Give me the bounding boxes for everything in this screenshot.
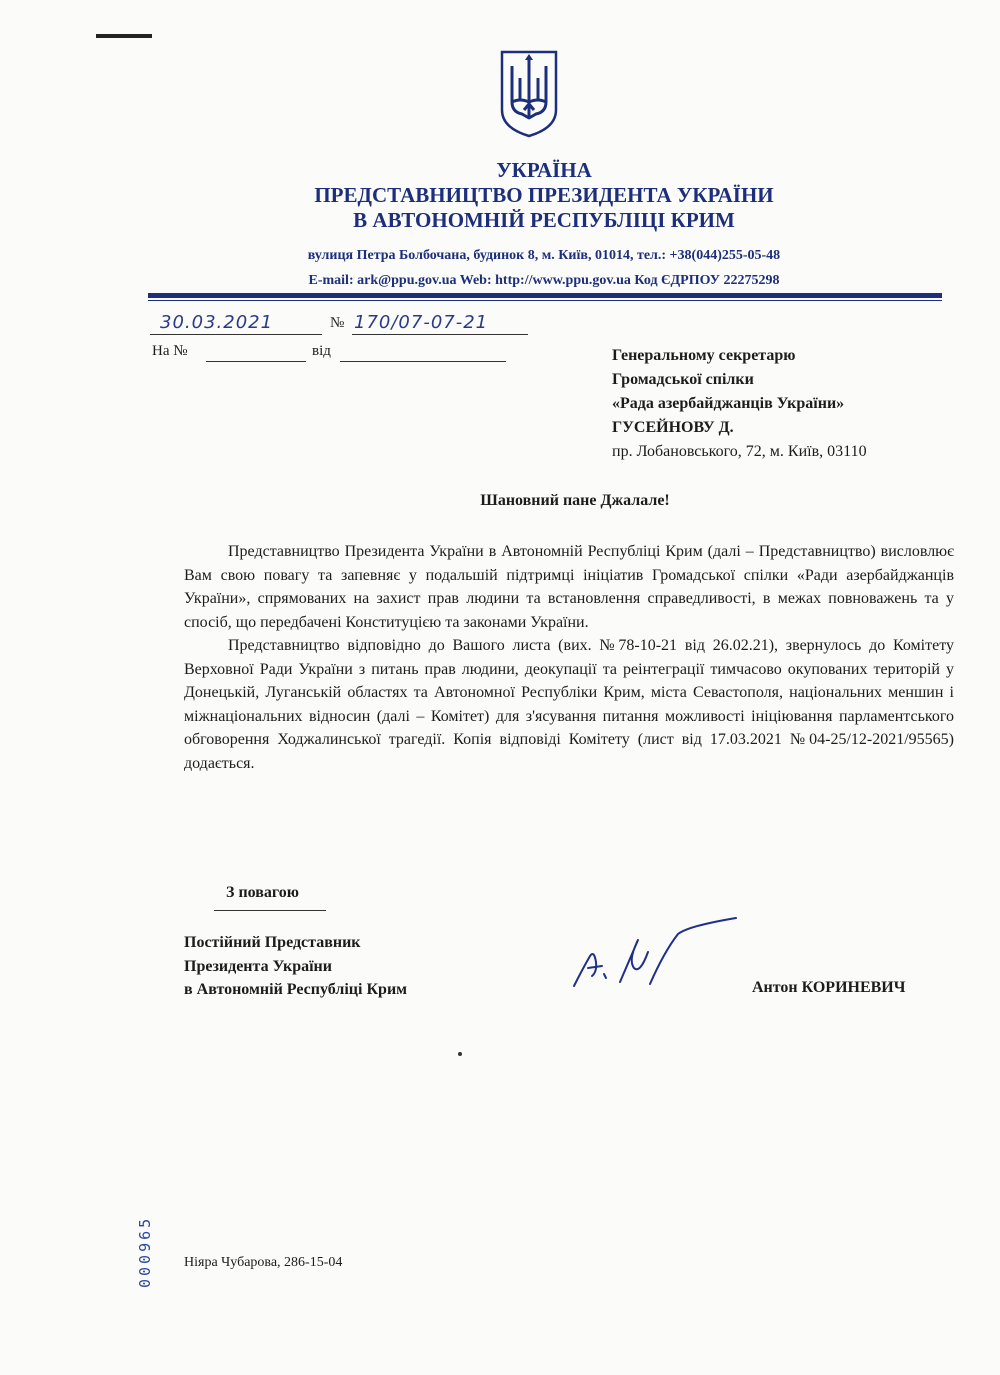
registration-date: 30.03.2021 (160, 312, 274, 333)
addressee-line1: Генеральному секретарю (612, 347, 796, 364)
country-name: УКРАЇНА (496, 158, 592, 182)
addressee-line2: Громадської спілки (612, 371, 754, 388)
stamp-number: 000965 (136, 1215, 154, 1288)
addressee-line3: «Рада азербайджанців України» (612, 395, 845, 412)
signer-title-line1: Постійний Представник (184, 934, 361, 951)
addressee-line4: ГУСЕЙНОВУ Д. (612, 419, 734, 436)
from-label: від (312, 343, 331, 359)
closing-phrase: З повагою (226, 884, 299, 901)
handwritten-signature (568, 912, 740, 994)
body-paragraph-1: Представництво Президента України в Автономній Республіці Крим (далі – Представництво) висловлює Вам свою повагу та запевняє у подальшій підтримці ініціатив Громадської спілки «Ради азербайджанців України», спрямованих на захист прав людини та встановлення справедливості, в межах повноважень та у спосіб, що передбачені Конституцією та законами України. (184, 543, 954, 631)
signer-title-line3: в Автономній Республіці Крим (184, 981, 408, 998)
signer-title (184, 931, 407, 1002)
from-underline (340, 361, 506, 362)
reply-to-underline (206, 361, 306, 362)
ink-dot (458, 1052, 462, 1056)
org-name-line1: ПРЕДСТАВНИЦТВО ПРЕЗИДЕНТА УКРАЇНИ (314, 183, 774, 207)
header-rule (148, 293, 942, 298)
addressee-block (612, 344, 867, 464)
registration-number: 170/07-07-21 (354, 312, 489, 333)
header-rule-thin (148, 300, 942, 301)
salutation: Шановний пане Джалале! (480, 492, 670, 509)
org-name-line2: В АВТОНОМНІЙ РЕСПУБЛІЦІ КРИМ (353, 208, 735, 232)
org-address: вулиця Петра Болбочана, будинок 8, м. Київ, 01014, тел.: +38(044)255-05-48 (307, 248, 781, 263)
registration-number-label: № (330, 315, 346, 331)
reply-to-label: На № (152, 343, 188, 359)
number-underline (352, 334, 528, 335)
body-paragraph-2: Представництво відповідно до Вашого листа (вих. №78-10-21 від 26.02.21), звернулось до Комітету Верховної Ради України з питань прав людини, деокупації та реінтеграції тимчасово окупованих територій у Донецькій, Луганській областях та Автономної Республіки Крим, міста Севастополя, національних меншин і міжнаціональних відносин (далі – Комітет) для з'ясування питання можливості ініціювання парламентського обговорення Ходжалинської трагедії. Копія відповіді Комітету (лист від 17.03.2021 №04-25/12-2021/95565) додається. (184, 637, 954, 772)
date-underline (150, 334, 322, 335)
signer-title-line2: Президента України (184, 957, 332, 975)
addressee-address: пр. Лобановського, 72, м. Київ, 03110 (612, 443, 867, 460)
signer-name: Антон КОРИНЕВИЧ (752, 979, 906, 996)
closing-underline (214, 910, 326, 911)
letter-body (184, 540, 954, 775)
org-contacts: E-mail: ark@ppu.gov.ua Web: http://www.ppu.gov.ua Код ЄДРПОУ 22275298 (308, 273, 780, 288)
executor-contact: Ніяра Чубарова, 286-15-04 (184, 1255, 343, 1270)
trident-icon (498, 48, 560, 138)
corner-mark (96, 34, 152, 38)
